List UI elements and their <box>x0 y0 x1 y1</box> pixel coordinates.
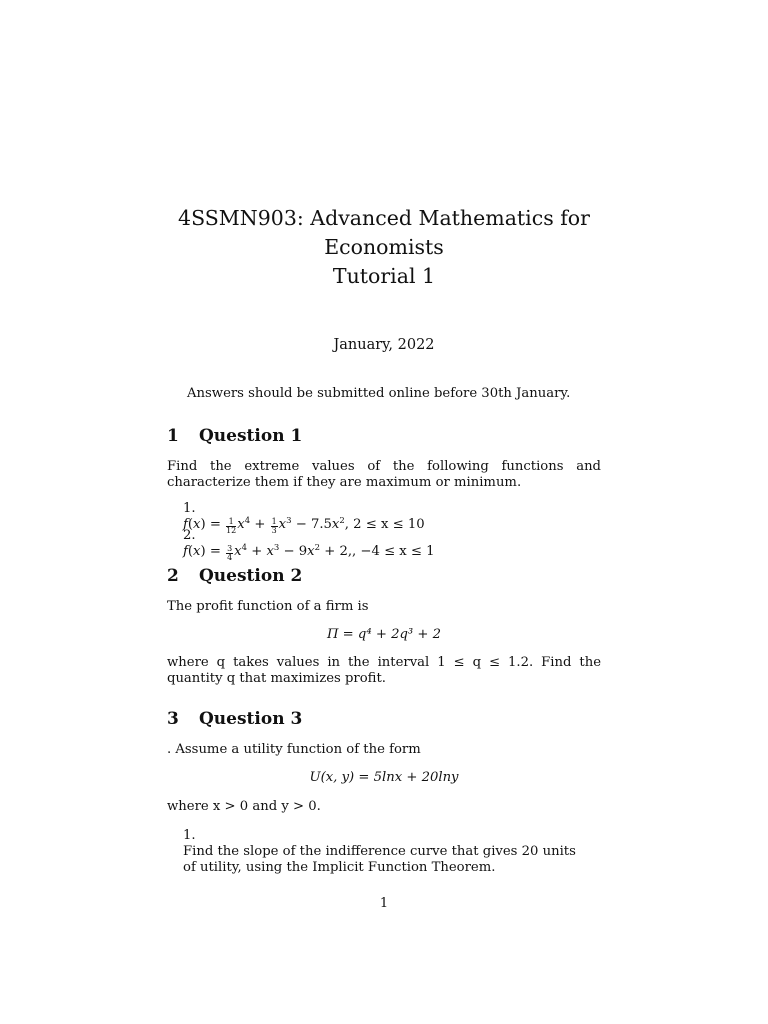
section-3-heading <box>167 709 302 729</box>
list-item-label: 1. <box>183 828 196 843</box>
section-3-text: . Assume a utility function of the form <box>167 742 421 757</box>
document-date: January, 2022 <box>333 337 435 353</box>
document-title <box>0 204 768 291</box>
section-2-text-2: where q takes values in the interval 1 ≤ q ≤ 1.2. Find the quantity q that maximizes profit. <box>167 655 601 686</box>
section-3-text-2: where x > 0 and y > 0. <box>167 799 321 814</box>
list-item-label: 2. <box>183 528 196 543</box>
profit-equation: Π = q⁴ + 2q³ + 2 <box>326 627 442 642</box>
intro-text: Answers should be submitted online before 30th January. <box>187 386 571 401</box>
section-number: 1 <box>167 426 179 446</box>
list-item-label: 1. <box>183 501 196 516</box>
section-1-text: Find the extreme values of the following functions and characterize them if they are maximum or minimum. <box>167 459 601 490</box>
formula-2: f(x) = $\frac{3}{4}$ $x^4 + x^3 - 9x^2 + 2$,, −4 ≤ x ≤ 1 <box>183 543 435 562</box>
list-item <box>183 828 603 876</box>
section-number: 3 <box>167 709 179 729</box>
list-item <box>183 528 603 562</box>
title-line-3: Tutorial 1 <box>332 264 436 288</box>
formula-domain: , −4 ≤ x ≤ 1 <box>352 544 435 559</box>
section-2-heading <box>167 566 302 586</box>
section-title: Question 3 <box>199 709 303 729</box>
fraction: $\frac{1}{3}$ <box>271 517 277 535</box>
fraction: $\frac{1}{12}$ <box>226 517 237 535</box>
page-number: 1 <box>379 896 389 911</box>
section-number: 2 <box>167 566 179 586</box>
section-title: Question 2 <box>199 566 303 586</box>
formula-domain: , 2 ≤ x ≤ 10 <box>344 517 425 532</box>
title-line-2: Economists <box>324 235 444 259</box>
section-2-text: The profit function of a firm is <box>167 599 369 614</box>
title-line-1: 4SSMN903: Advanced Mathematics for <box>178 206 590 230</box>
section-title: Question 1 <box>199 426 303 446</box>
utility-equation: U(x, y) = 5lnx + 20lny <box>309 770 459 785</box>
section-1-heading <box>167 426 302 446</box>
formula-1: f(x) = $\frac{1}{12}$ $x^4$ + $\frac{1}{3}$ $x^3 - 7.5x^2$, 2 ≤ x ≤ 10 <box>183 516 425 535</box>
fraction: $\frac{3}{4}$ <box>227 544 233 562</box>
list-item-text: Find the slope of the indifference curve that gives 20 units of utility, using the Implicit Function Theorem. <box>183 844 576 875</box>
